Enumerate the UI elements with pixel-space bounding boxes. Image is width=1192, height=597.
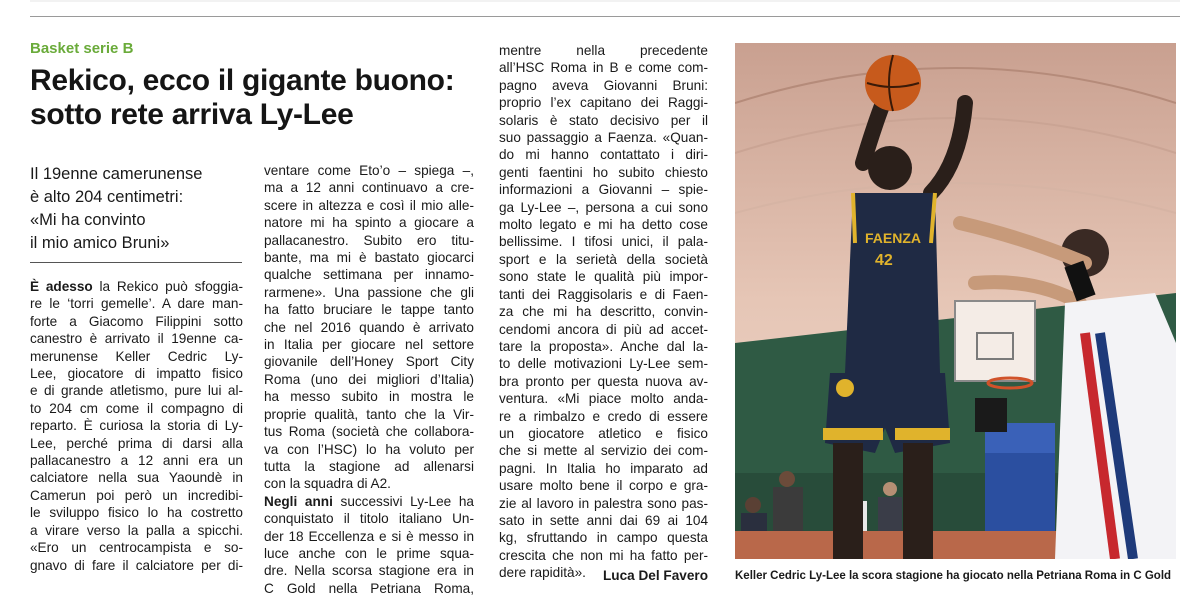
subheadline xyxy=(30,163,245,255)
body-line: va con l’HSC) lo ha voluto per xyxy=(264,441,474,457)
body-line: proprio l’ex capitano dei Raggi- xyxy=(499,95,708,111)
body-line: luce anche con le prime squa- xyxy=(264,545,474,561)
body-line: gnavo di fare il calciatore per di- xyxy=(30,557,243,573)
body-line: sport e la serietà della società xyxy=(499,251,708,267)
body-line: kg, sfruttando in campo questa xyxy=(499,530,708,546)
body-line: Lee, perché prima di darsi alla xyxy=(30,435,243,451)
body-line: to delle motivazioni Ly-Lee sem- xyxy=(499,356,708,372)
body-line: der 18 Eccellenza e si è messo in xyxy=(264,528,474,544)
body-line: Roma (uno dei migliori d’Italia) xyxy=(264,371,474,387)
body-line: calciatore nella sua Yaoundè in xyxy=(30,470,243,486)
body-line: Lee, giocatore di impatto fisico xyxy=(30,366,243,382)
body-line: merunense Keller Cedric Ly- xyxy=(30,348,243,364)
body-line: to 204 cm come il compagno di xyxy=(30,400,243,416)
page-top-rule xyxy=(30,16,1180,17)
deck-line: Il 19enne camerunense xyxy=(30,165,203,183)
body-line: ventare come Eto’o – spiega –, xyxy=(264,163,474,178)
body-line: bellissime. I tifosi unici, il pala- xyxy=(499,234,708,250)
body-line: scere in altezza e così il mio alle- xyxy=(264,197,474,213)
body-line: molto legato e mi ha detto cose xyxy=(499,217,708,233)
body-line: pallacanestro a 12 anni era un xyxy=(30,453,243,469)
paragraph-lead-in: Negli anni xyxy=(264,493,333,509)
body-line: za che mi ha descritto, convin- xyxy=(499,304,708,320)
body-line: dre. Nella scorsa stagione era in xyxy=(264,563,474,579)
body-line: qualche settimana per innamo- xyxy=(264,267,474,283)
lead-in: È adesso xyxy=(30,279,93,294)
headline-line: Rekico, ecco il gigante buono: xyxy=(30,64,455,97)
body-line: ma a 12 anni continuavo a cre- xyxy=(264,180,474,196)
body-line: crescita che non mi ha fatto per- xyxy=(499,547,708,563)
body-line: sato in sette anni dai 69 ai 104 xyxy=(499,512,708,528)
header-shadow xyxy=(30,0,1180,2)
body-line: le sviluppo fisico lo ha costretto xyxy=(30,505,243,521)
article-column-2 xyxy=(264,162,474,597)
body-line: reparto. È curiosa la storia di Ly- xyxy=(30,418,243,434)
body-line: Negli anni successivi Ly-Lee ha xyxy=(264,493,474,509)
body-line: mentre nella precedente xyxy=(499,43,708,58)
body-line: all’HSC Roma in B e come com- xyxy=(499,60,708,76)
body-line: tus Roma (società che collabora- xyxy=(264,424,474,440)
headline-line: sotto rete arriva Ly-Lee xyxy=(30,98,354,131)
body-line: sono state le qualità più impor- xyxy=(499,269,708,285)
body-line: un giocatore atletico e fisico xyxy=(499,425,708,441)
article-photo xyxy=(735,43,1176,559)
body-line: do mi hanno contattato i diri- xyxy=(499,147,708,163)
body-line: proprie qualità, tanto che la Vir- xyxy=(264,406,474,422)
author-byline: Luca Del Favero xyxy=(602,568,708,583)
deck-line: il mio amico Bruni» xyxy=(30,234,170,252)
body-line: genti faentini ho subito chiesto xyxy=(499,164,708,180)
article-column-1 xyxy=(30,278,243,574)
body-line: suo passaggio a Faenza. «Quan- xyxy=(499,130,708,146)
body-line: Camerun poi però un incredibi- xyxy=(30,487,243,503)
body-line: pagno aveva Giovanni Bruni: xyxy=(499,77,708,93)
deck-line: «Mi ha convinto xyxy=(30,211,146,229)
body-line: e di grande atletismo, pure lui al- xyxy=(30,383,243,399)
svg-text:42: 42 xyxy=(875,252,893,269)
photo-caption: Keller Cedric Ly-Lee la scora stagione ha giocato nella Petriana Roma in C Gold xyxy=(735,570,1172,582)
body-line: C Gold nella Petriana Roma, xyxy=(264,580,474,596)
body-line: a virare verso la palla a spicchi. xyxy=(30,522,243,538)
basketball-action-photo xyxy=(735,43,1176,559)
body-line: tutta la stagione ad allenarsi xyxy=(264,458,474,474)
body-line: natore mi ha spinto a giocare a xyxy=(264,215,474,231)
body-line: cendomi ancora di più ad accet- xyxy=(499,321,708,337)
body-line: ga Ly-Lee –, persona a cui sono xyxy=(499,199,708,215)
body-line: che si mette al servizio dei com- xyxy=(499,443,708,459)
body-line: informazioni a Giovanni – spie- xyxy=(499,182,708,198)
body-line: È adesso la Rekico può sfoggia- xyxy=(30,279,243,294)
body-line: con la squadra di A2. xyxy=(264,476,391,492)
body-line: bra pronto per questa nuova av- xyxy=(499,373,708,389)
body-line: usare molto bene il corpo e gra- xyxy=(499,478,708,494)
body-line: solaris è stato decisivo per il xyxy=(499,112,708,128)
body-line: ventura. «Mi piace molto anda- xyxy=(499,391,708,407)
body-line: dere rapidità». xyxy=(499,565,586,581)
body-line: ha messo subito in mostra le xyxy=(264,389,474,405)
body-line: ha fatto bruciare le tappe tanto xyxy=(264,302,474,318)
headline xyxy=(30,64,500,132)
body-line: tanti dei Raggisolaris e di Faen- xyxy=(499,286,708,302)
body-line: «Ero un centrocampista e so- xyxy=(30,540,243,556)
body-line: pallacanestro. Subito ero titu- xyxy=(264,232,474,248)
body-line: in Italia per giocare nel settore xyxy=(264,337,474,353)
section-label: Basket serie B xyxy=(30,40,134,57)
body-line: giovanile dell’Honey Sport City xyxy=(264,354,474,370)
body-line: re le ‘torri gemelle’. A dare man- xyxy=(30,296,243,312)
body-line: tare la proposta». Anche dal la- xyxy=(499,338,708,354)
body-line: bante, ma mi è bastato giocarci xyxy=(264,250,474,266)
deck-line: è alto 204 centimetri: xyxy=(30,188,184,206)
body-line: conquistato il titolo italiano Un- xyxy=(264,511,474,527)
deck-divider xyxy=(30,262,242,263)
body-line: rarmene». Una passione che gli xyxy=(264,284,474,300)
body-line: canestro è arrivato il 19enne ca- xyxy=(30,331,243,347)
body-line: forte a Giacomo Filippini sotto xyxy=(30,313,243,329)
body-line: che nel 2016 quando è arrivato xyxy=(264,319,474,335)
body-line: pagni. In Italia ho imparato ad xyxy=(499,460,708,476)
body-line: zie al lavoro in palestra sono pas- xyxy=(499,495,708,511)
body-line: re a rimbalzo e credo di essere xyxy=(499,408,708,424)
article-column-3 xyxy=(499,42,708,582)
svg-text:FAENZA: FAENZA xyxy=(865,230,921,246)
